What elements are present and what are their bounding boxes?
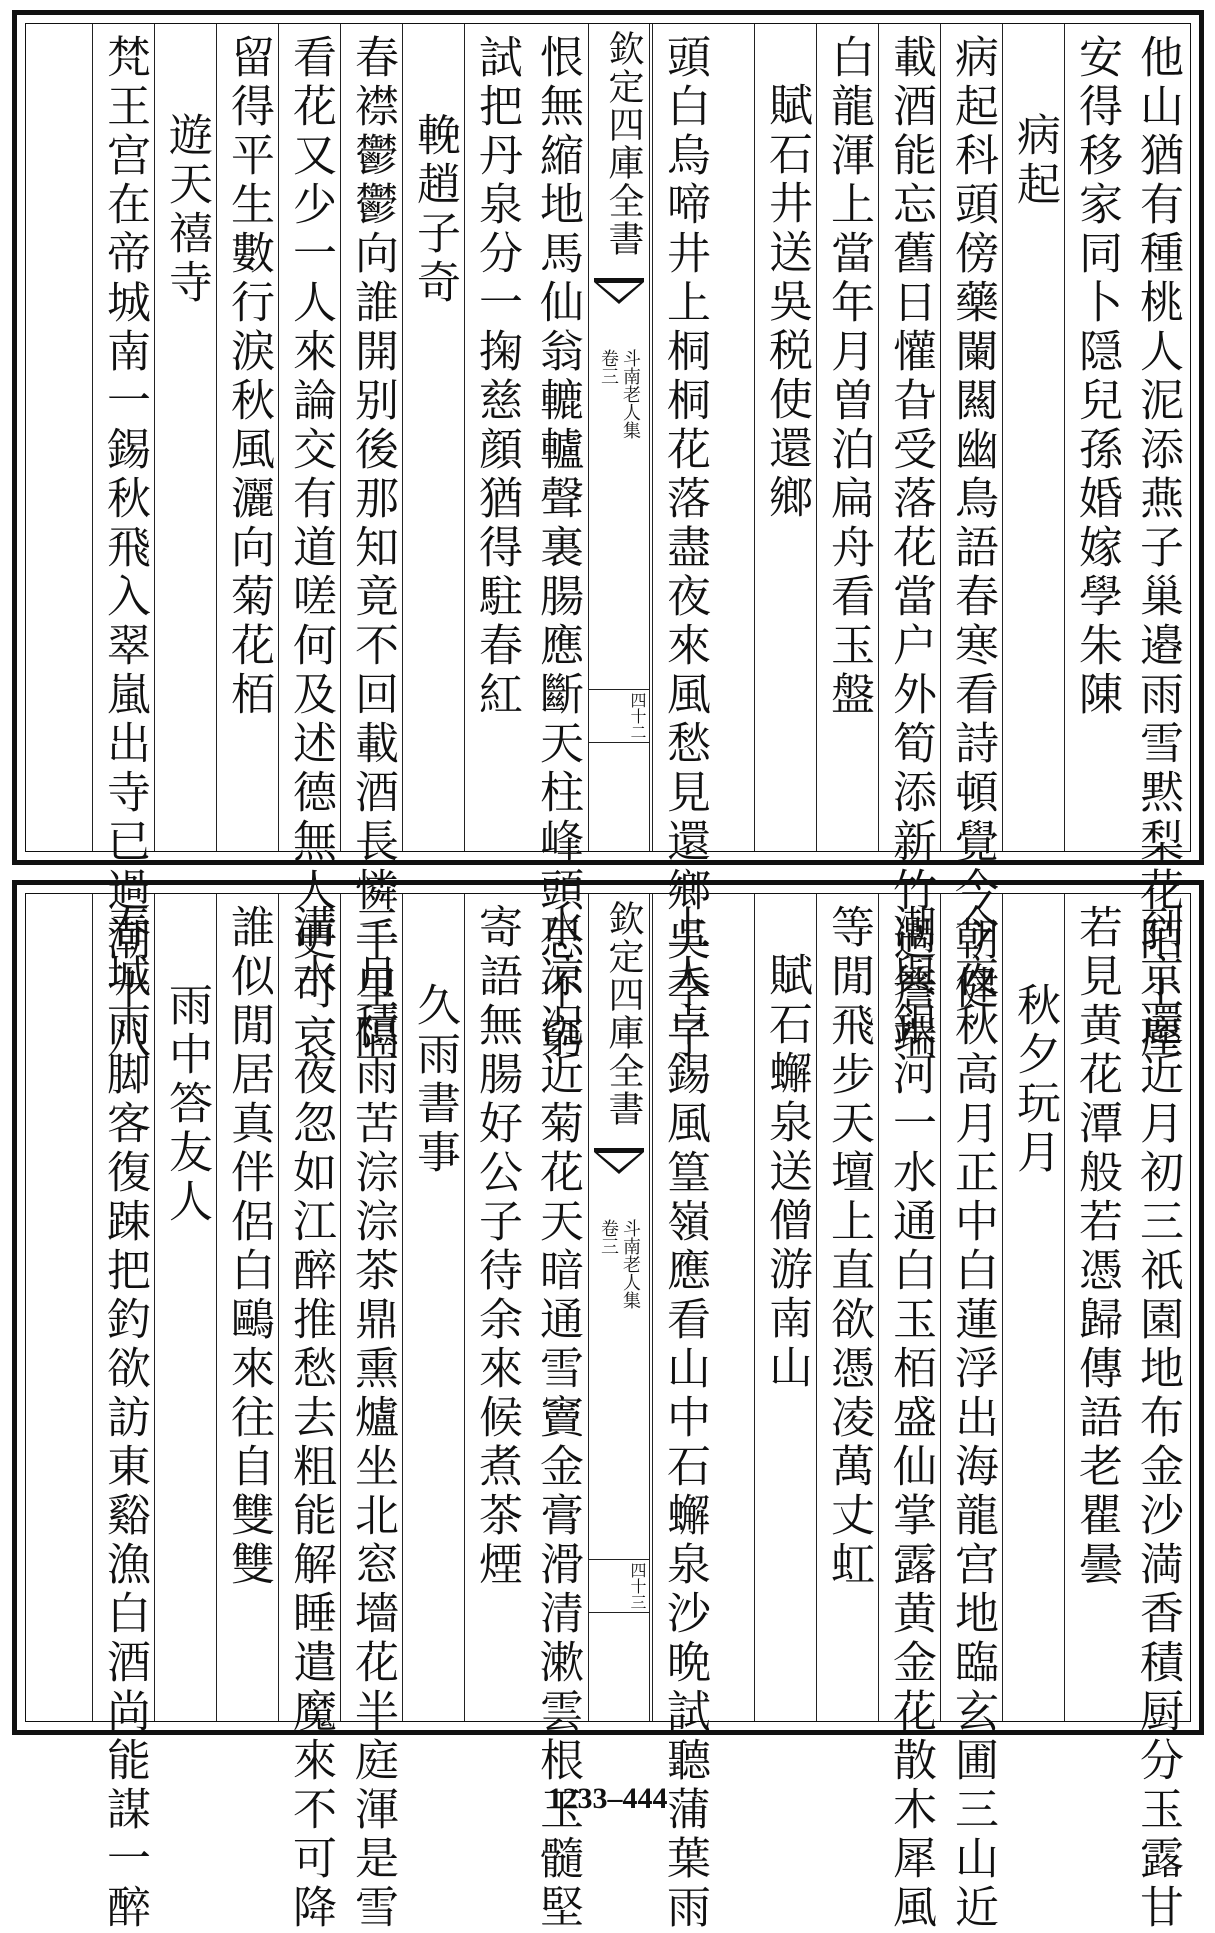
poem-title: 輓趙子奇 [409, 112, 460, 308]
text-column [464, 24, 527, 851]
text-column [652, 894, 715, 1933]
text-column [754, 24, 817, 851]
library-title: 欽定四庫全書 [603, 30, 644, 258]
poem-title: 遊天禧寺 [161, 112, 212, 308]
verse-line: 春城雨脚客復踈把釣欲訪東谿漁白酒尚能謀一醉 [99, 904, 150, 1933]
center-fold-column [588, 24, 650, 851]
text-column [340, 24, 403, 1063]
text-column [652, 24, 715, 1063]
poem-title: 病起 [1009, 112, 1060, 210]
text-column [278, 24, 341, 1063]
verse-line: 試把丹泉分一掬慈顔猶得駐春紅 [471, 34, 522, 720]
text-column [816, 894, 879, 1721]
verse-line: 今夜秋高月正中白蓮浮出海龍宫地臨玄圃三山近 [947, 904, 998, 1933]
text-column [878, 894, 941, 1933]
folio-number: 四十二 [589, 689, 649, 743]
verse-line: 潮與銀河一水通白玉栢盛仙掌露黄金花散木犀風 [885, 904, 936, 1933]
volume-label: 卷三 [598, 349, 619, 385]
text-column [940, 24, 1003, 1014]
verse-line: 留得平生數行淚秋風灑向菊花栢 [223, 34, 274, 720]
poem-title: 賦石井送吳税使還鄉 [761, 82, 812, 523]
text-column [1002, 24, 1065, 851]
text-column [92, 24, 155, 1063]
verse-line: 安得移家同卜隠兒孫婚嫁學朱陳 [1071, 34, 1122, 720]
poem-title: 賦石蠏泉送僧游南山 [761, 952, 812, 1393]
verse-line: 載酒能忘舊日懽旮受落花當户外筍添新竹過簷端 [885, 34, 936, 1063]
book-title: 斗南老人集 [620, 349, 641, 439]
text-column [1002, 894, 1065, 1721]
text-column [402, 24, 465, 851]
text-column [402, 894, 465, 1721]
text-column [526, 894, 588, 1933]
verse-line: 等閒飛步天壇上直欲憑凌萬丈虹 [823, 904, 874, 1590]
top-page-inner-frame [25, 23, 1191, 1063]
book-title: 斗南老人集 [620, 1219, 641, 1309]
verse-line: 梵王宫在帝城南一錫秋飛入翠嵐出寺已過潮十八 [99, 34, 150, 1063]
top-page-frame [12, 10, 1204, 1063]
verse-line: 白龍渾上當年月曽泊扁舟看玉盤 [823, 34, 874, 720]
page-number: 1233–444 [547, 1782, 668, 1815]
volume-label: 卷三 [598, 1219, 619, 1255]
poem-title: 久雨書事 [409, 982, 460, 1178]
verse-line: 溝水一夜忽如江醉推愁去粗能解睡遣魔來不可降 [285, 904, 336, 1933]
verse-line: 頭白烏啼井上桐桐花落盡夜來風愁見還鄉吳季子 [659, 34, 710, 1063]
verse-line: 恨無縮地馬仙翁轆轤聲裏腸應斷天柱峰頭思不窮 [532, 34, 583, 1063]
verse-line: 他山猶有種桃人泥添燕子巢邉雨雪黙梨花陌上塵 [1132, 34, 1183, 1063]
text-column [526, 24, 588, 1063]
verse-line: 到京還近月初三祇園地布金沙満香積厨分玉露甘 [1132, 904, 1183, 1933]
text-column [216, 24, 279, 851]
verse-line: 病起科頭傍藥闌闗幽鳥語春寒看詩頓覺今朝健 [947, 34, 998, 1014]
verse-line: 看花又少一人來論交有道嗟何及述德無人更可哀 [285, 34, 336, 1063]
text-column [340, 894, 403, 1933]
fish-tail-mark-icon [592, 1144, 646, 1184]
text-column [1064, 894, 1127, 1721]
fish-tail-mark-icon [592, 274, 646, 314]
verse-line: 春襟鬱鬱向誰開别後那知竟不回載酒長憐千里隔 [347, 34, 398, 1063]
library-title: 欽定四庫全書 [603, 900, 644, 1128]
verse-line: 上人卓錫風篁嶺應看山中石蠏泉沙晩試聽蒲葉雨 [659, 904, 710, 1933]
text-column [754, 894, 817, 1721]
text-column [1126, 24, 1188, 1063]
text-column [154, 24, 217, 851]
center-fold-column [588, 894, 650, 1721]
verse-line: 若見黄花潭般若憑歸傳語老瞿曇 [1071, 904, 1122, 1590]
text-column [878, 24, 941, 1063]
poem-title: 秋夕玩月 [1009, 982, 1060, 1178]
text-column [816, 24, 879, 851]
verse-line: 誰似閒居真伴侶白鷗來往自雙雙 [223, 904, 274, 1590]
verse-line: 水凉况近菊花天暗通雪竇金膏滑清漱雲根玉髓堅 [532, 904, 583, 1933]
text-column [464, 894, 527, 1721]
folio-number: 四十三 [589, 1559, 649, 1613]
text-column [1126, 894, 1188, 1933]
text-column [1064, 24, 1127, 851]
text-column [940, 894, 1003, 1933]
poem-title: 雨中答友人 [161, 982, 212, 1227]
text-column [216, 894, 279, 1721]
verse-line: 寄語無腸好公子待余來候煮茶煙 [471, 904, 522, 1590]
verse-line: 三月積雨苦淙淙茶鼎熏爐坐北窓墻花半庭渾是雪 [347, 904, 398, 1933]
text-column [154, 894, 217, 1721]
text-column [92, 894, 155, 1933]
text-column [278, 894, 341, 1933]
